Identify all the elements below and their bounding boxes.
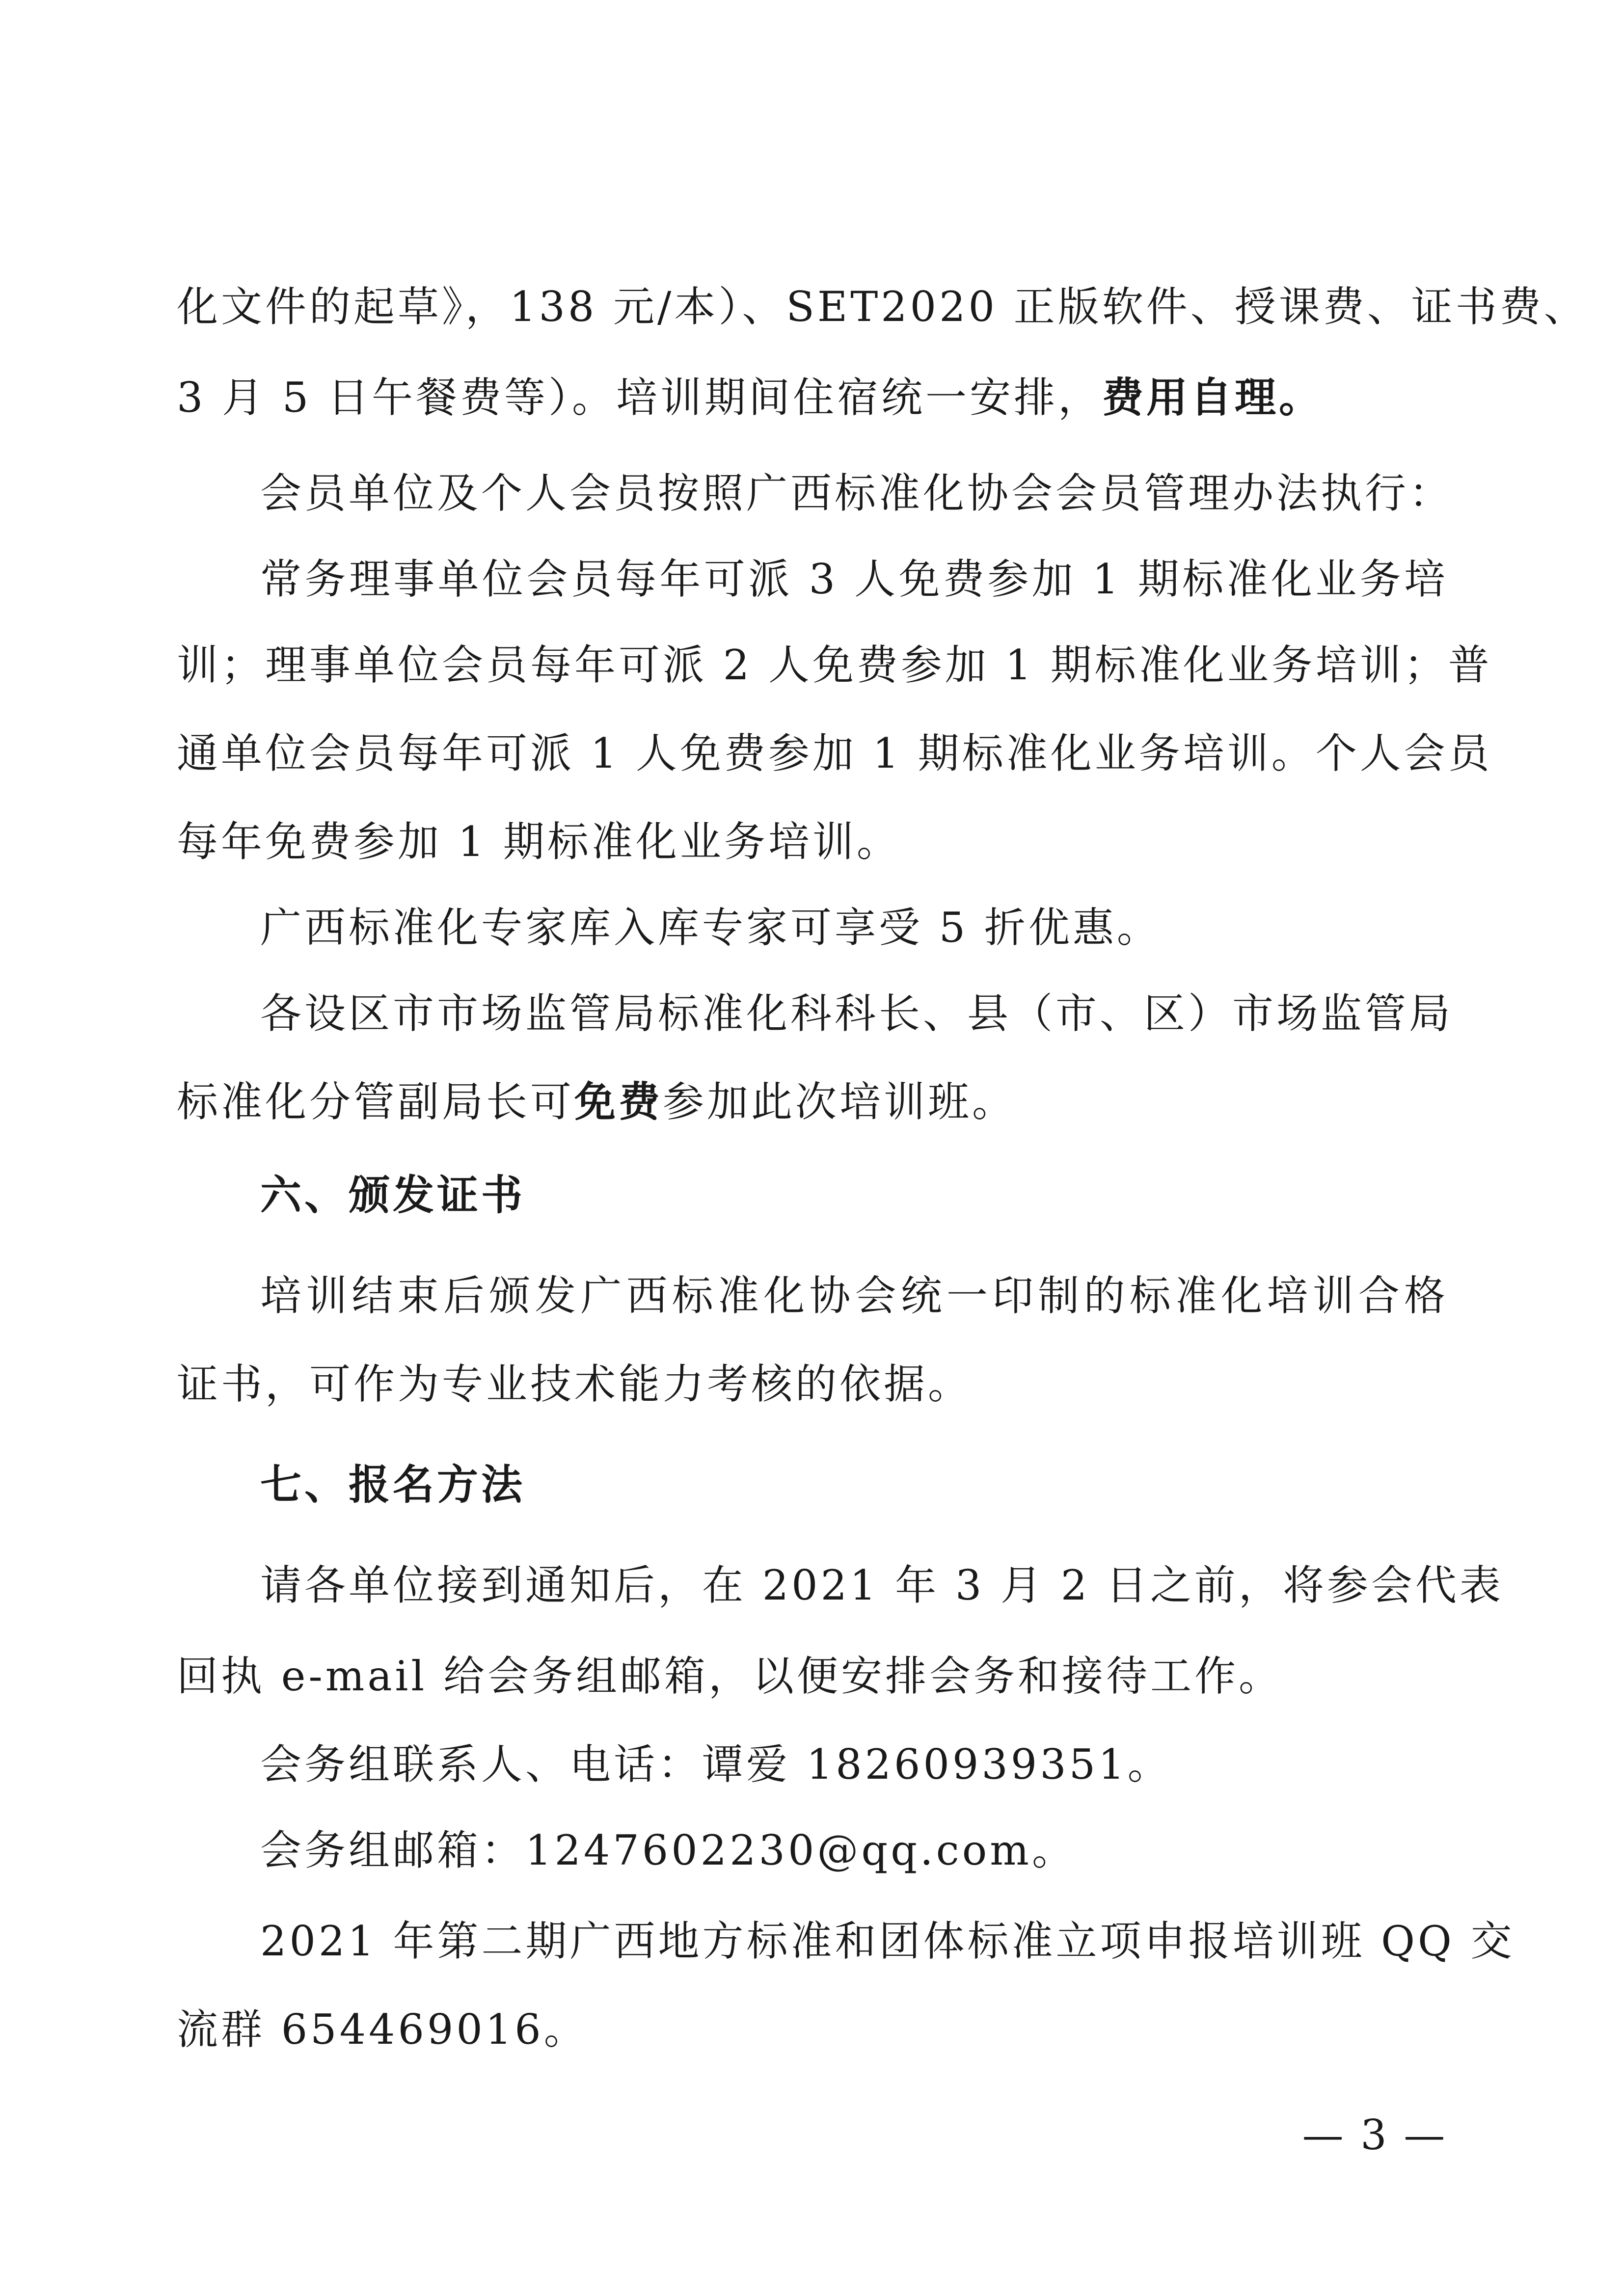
- paragraph-line: 证书，可作为专业技术能力考核的依据。: [177, 1360, 973, 1408]
- page-number: — 3 —: [1302, 2111, 1447, 2159]
- bold-text: 费用自理。: [1102, 373, 1324, 422]
- bold-text: 免费: [574, 1077, 663, 1126]
- paragraph-line: 化文件的起草》，138 元/本）、SET2020 正版软件、授课费、证书费、: [177, 283, 1588, 331]
- paragraph-line: 会务组联系人、电话：谭爱 18260939351。: [260, 1740, 1172, 1789]
- paragraph-line: 训；理事单位会员每年可派 2 人免费参加 1 期标准化业务培训；普: [177, 641, 1492, 689]
- paragraph-line: 流群 654469016。: [177, 2005, 588, 2054]
- text-span: 标准化分管副局长可: [177, 1078, 575, 1126]
- paragraph-line: 各设区市市场监管局标准化科科长、县（市、区）市场监管局: [260, 989, 1454, 1038]
- paragraph-line: 会务组邮箱：1247602230@qq.com。: [260, 1826, 1076, 1874]
- paragraph-line: [177, 373, 1448, 422]
- paragraph-line: 会员单位及个人会员按照广西标准化协会会员管理办法执行：: [260, 469, 1454, 517]
- text-span: 3 月 5 日午餐费等）。培训期间住宿统一安排，: [177, 374, 1102, 422]
- paragraph-line: 培训结束后颁发广西标准化协会统一印制的标准化培训合格: [260, 1272, 1448, 1320]
- paragraph-line: [177, 1077, 1448, 1126]
- section-heading: 七、报名方法: [260, 1461, 526, 1509]
- paragraph-line: 每年免费参加 1 期标准化业务培训。: [177, 818, 901, 866]
- paragraph-line: 请各单位接到通知后，在 2021 年 3 月 2 日之前，将参会代表: [260, 1561, 1504, 1609]
- paragraph-line: 广西标准化专家库入库专家可享受 5 折优惠。: [260, 904, 1161, 952]
- paragraph-line: 2021 年第二期广西地方标准和团体标准立项申报培训班 QQ 交: [260, 1917, 1515, 1965]
- paragraph-line: 通单位会员每年可派 1 人免费参加 1 期标准化业务培训。个人会员: [177, 729, 1492, 777]
- paragraph-line: 回执 e-mail 给会务组邮箱，以便安排会务和接待工作。: [177, 1652, 1283, 1700]
- section-heading: 六、颁发证书: [260, 1171, 526, 1219]
- paragraph-line: 常务理事单位会员每年可派 3 人免费参加 1 期标准化业务培: [260, 555, 1448, 603]
- text-span: 参加此次培训班。: [663, 1078, 1017, 1126]
